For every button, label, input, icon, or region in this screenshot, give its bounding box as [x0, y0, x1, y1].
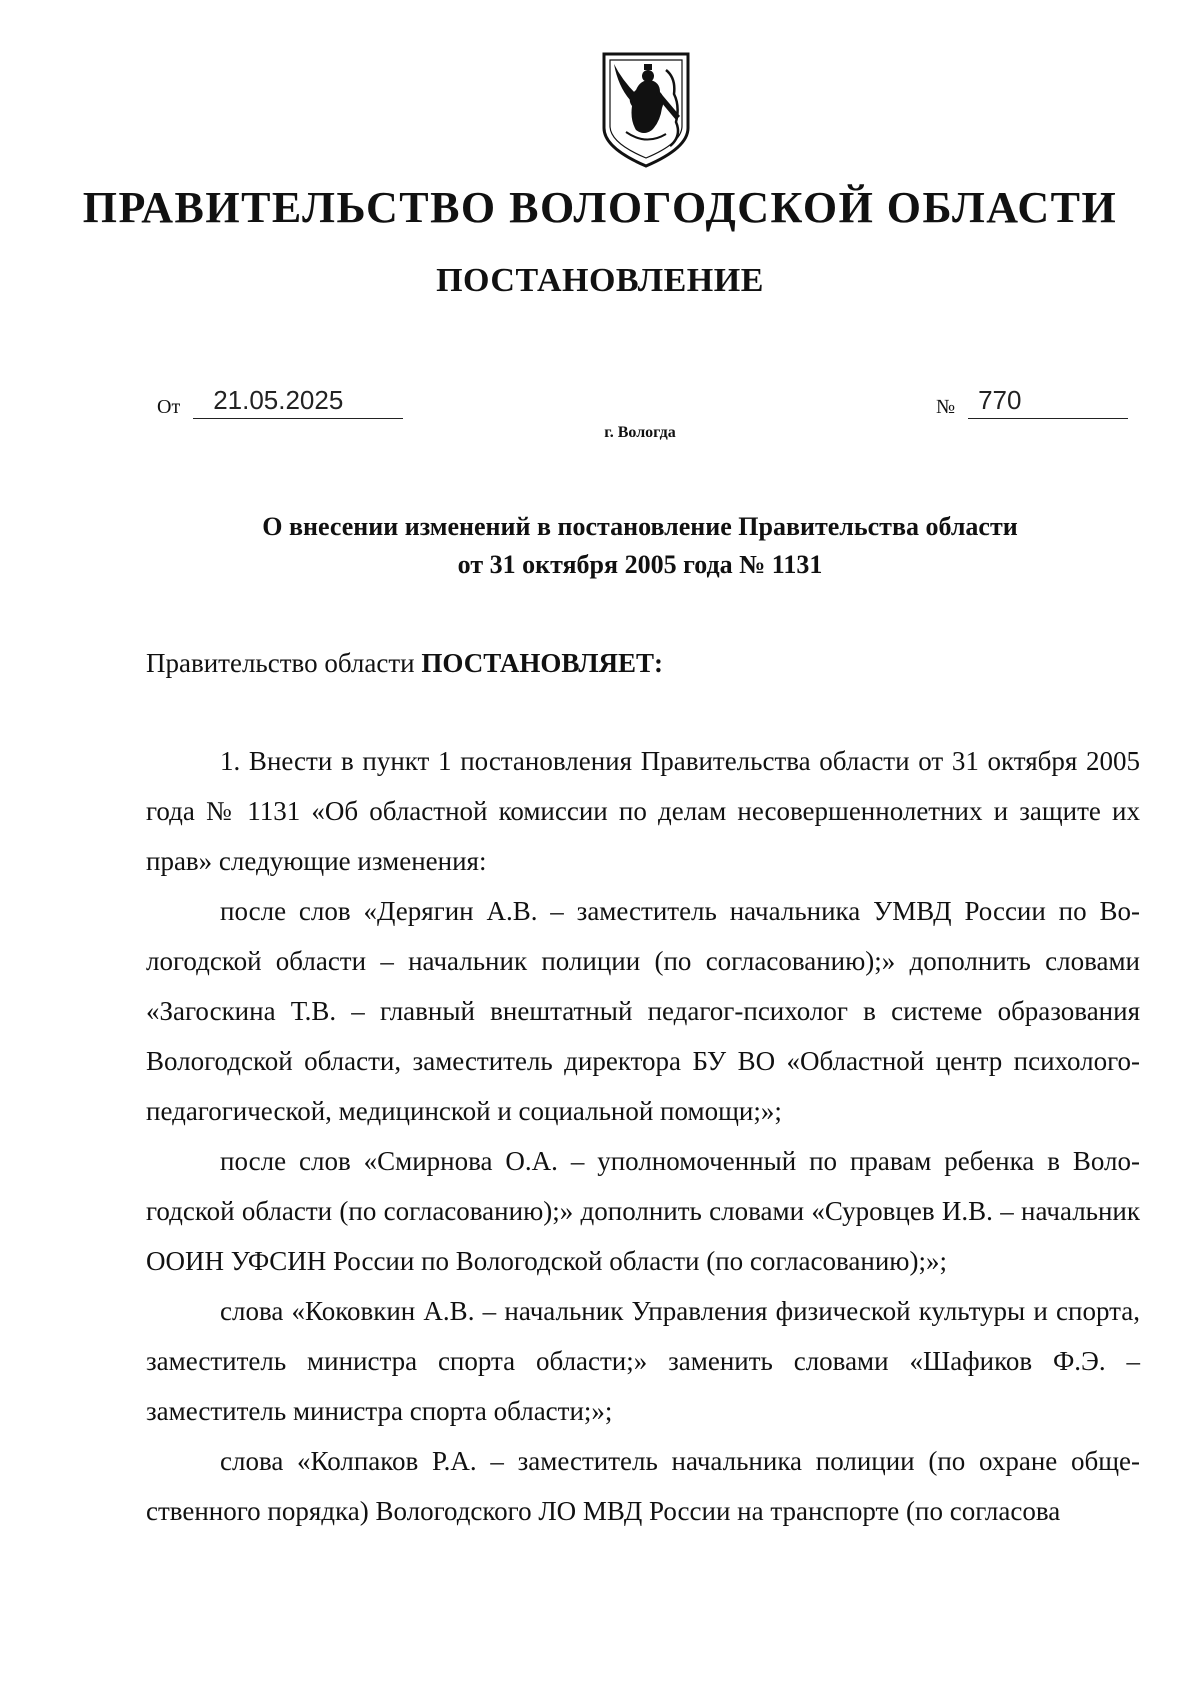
paragraph-1: 1. Внести в пункт 1 постановления Правительства области от 31 октября 2005 года № 1131 «Об областной комиссии по делам несовершеннолетних и защите их прав» следующие изменения: — [146, 746, 1140, 876]
number-line — [968, 385, 1128, 419]
number-prefix: № — [936, 396, 956, 418]
number-field — [936, 385, 1128, 419]
document-body — [146, 736, 1140, 1536]
subject-line-2: от 31 октября 2005 года № 1131 — [457, 550, 823, 579]
government-name: ПРАВИТЕЛЬСТВО ВОЛОГОДСКОЙ ОБЛАСТИ — [82, 183, 1118, 232]
date-line — [193, 385, 403, 419]
date-value: 21.05.2025 — [213, 385, 344, 415]
date-field — [157, 385, 403, 419]
subject-line-1: О внесении изменений в постановление Правительства области — [262, 512, 1018, 541]
paragraph-2: после слов «Дерягин А.В. – заместитель начальника УМВД России по Вологодской области – начальник полиции (по согласованию);» дополнить словами «Загоскина Т.В. – главный внештатный педагог-психолог в системе образования Вологодской области, заместитель директора БУ ВО «Областной центр психолого-педагогической, медицинской и социальной помощи;»; — [146, 896, 1140, 1126]
city-name: г. Вологда — [604, 424, 676, 441]
document-type: ПОСТАНОВЛЕНИЕ — [436, 262, 764, 299]
document-subject — [0, 508, 1200, 584]
paragraph-4: слова «Коковкин А.В. – начальник Управления физической культуры и спорта, заместитель министра спорта области;» заменить словами «Шафиков Ф.Э. – заместитель министра спорта области;»; — [146, 1296, 1140, 1426]
number-value: 770 — [978, 385, 1022, 415]
paragraph-5: слова «Колпаков Р.А. – заместитель начальника полиции (по охране общественного порядка) Вологодского ЛО МВД России на транспорте (по согласова — [146, 1446, 1140, 1526]
preamble-lead: Правительство области — [146, 648, 415, 678]
preamble-verb: ПОСТАНОВЛЯЕТ: — [421, 648, 663, 678]
date-prefix: От — [157, 396, 181, 418]
paragraph-3: после слов «Смирнова О.А. – уполномоченный по правам ребенка в Вологодской области (по согласованию);» дополнить словами «Суровцев И.В. – начальник ООИН УФСИН России по Вологодской области (по согласованию);»; — [146, 1146, 1140, 1276]
preamble — [146, 648, 663, 679]
coat-of-arms-icon — [600, 50, 692, 170]
